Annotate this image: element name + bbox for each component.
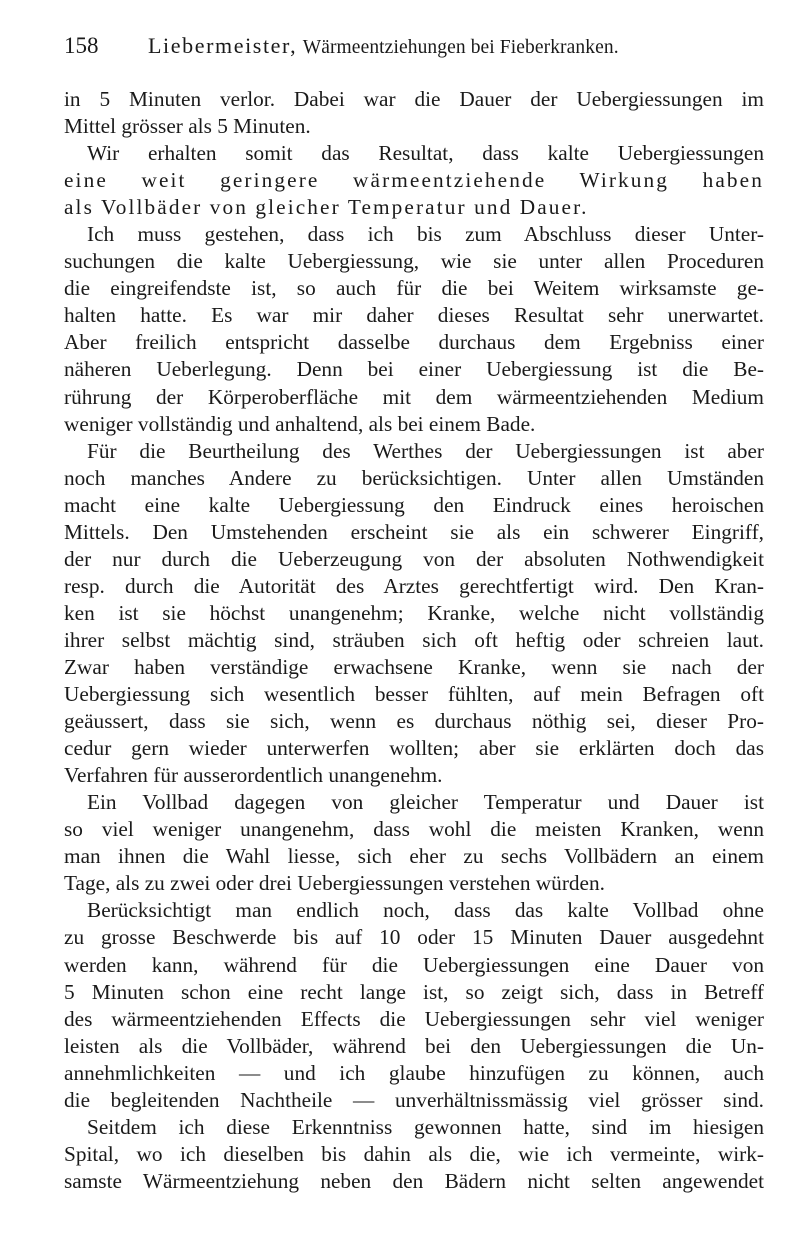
text-line: Tage, als zu zwei oder drei Uebergiessungen verstehen würden. <box>64 871 605 896</box>
body-text <box>64 86 764 1195</box>
text-line: weniger vollständig und anhaltend, als bei einem Bade. <box>64 411 536 436</box>
text-line: suchungen die kalte Uebergiessung, wie sie unter allen Proceduren <box>64 249 764 274</box>
text-line: rührung der Körperoberfläche mit dem wärmeentziehenden Medium <box>64 384 764 409</box>
text-line: Mittels. Den Umstehenden erscheint sie als ein schwerer Eingriff, <box>64 519 764 544</box>
text-line: in 5 Minuten verlor. Dabei war die Dauer der Uebergiessungen im <box>64 87 764 111</box>
text-line: Aber freilich entspricht dasselbe durchaus dem Ergebniss einer <box>64 330 764 355</box>
text-line: ken ist sie höchst unangenehm; Kranke, welche nicht vollständig <box>64 600 764 625</box>
running-head <box>64 26 764 66</box>
text-line: Berücksichtigt man endlich noch, dass das kalte Vollbad ohne <box>87 898 764 923</box>
text-line: des wärmeentziehenden Effects die Uebergiessungen sehr viel weniger <box>64 1006 764 1031</box>
text-line: cedur gern wieder unterwerfen wollten; aber sie erklärten doch das <box>64 736 764 761</box>
text-line: geäussert, dass sie sich, wenn es durchaus nöthig sei, dieser Pro- <box>64 709 764 734</box>
text-line: Ich muss gestehen, dass ich bis zum Abschluss dieser Unter- <box>87 222 764 247</box>
text-line: zu grosse Beschwerde bis auf 10 oder 15 Minuten Dauer ausgedehnt <box>64 925 764 950</box>
text-line: so viel weniger unangenehm, dass wohl die meisten Kranken, wenn <box>64 817 764 842</box>
text-line: ihrer selbst mächtig sind, sträuben sich oft heftig oder schreien laut. <box>64 627 764 652</box>
text-line: Verfahren für ausserordentlich unangenehm. <box>64 763 443 788</box>
text-line: eine weit geringere wärmeentziehende Wirkung haben <box>64 168 764 193</box>
text-line: annehmlichkeiten — und ich glaube hinzufügen zu können, auch <box>64 1060 764 1085</box>
text-line: der nur durch die Ueberzeugung von der absoluten Nothwendigkeit <box>64 546 764 571</box>
text-line: samste Wärmeentziehung neben den Bädern nicht selten angewendet <box>64 1168 764 1193</box>
text-line: 5 Minuten schon eine recht lange ist, so zeigt sich, dass in Betreff <box>64 979 764 1004</box>
text-line: Wir erhalten somit das Resultat, dass kalte Uebergiessungen <box>87 141 764 166</box>
page-number: 158 <box>64 33 99 58</box>
text-line: als Vollbäder von gleicher Temperatur und Dauer. <box>64 195 589 220</box>
text-line: werden kann, während für die Uebergiessungen eine Dauer von <box>64 952 764 977</box>
running-head-author: Liebermeister, <box>148 33 298 58</box>
text-line: man ihnen die Wahl liesse, sich eher zu sechs Vollbädern an einem <box>64 844 764 869</box>
text-line: die begleitenden Nachtheile — unverhältnissmässig viel grösser sind. <box>64 1087 764 1112</box>
text-line: Zwar haben verständige erwachsene Kranke, wenn sie nach der <box>64 654 764 679</box>
text-line: näheren Ueberlegung. Denn bei einer Uebergiessung ist die Be- <box>64 357 764 382</box>
text-line: Für die Beurtheilung des Werthes der Uebergiessungen ist aber <box>87 438 764 463</box>
text-line: Ein Vollbad dagegen von gleicher Temperatur und Dauer ist <box>87 790 764 815</box>
text-line: Mittel grösser als 5 Minuten. <box>64 114 311 139</box>
text-line: leisten als die Vollbäder, während bei den Uebergiessungen die Un- <box>64 1033 764 1058</box>
text-line: resp. durch die Autorität des Arztes gerechtfertigt wird. Den Kran- <box>64 573 764 598</box>
text-line: die eingreifendste ist, so auch für die bei Weitem wirksamste ge- <box>64 276 764 301</box>
text-line: Uebergiessung sich wesentlich besser fühlten, auf mein Befragen oft <box>64 682 764 707</box>
text-line: macht eine kalte Uebergiessung den Eindruck eines heroischen <box>64 492 764 517</box>
running-head-title: Wärmeentziehungen bei Fieberkranken. <box>302 37 619 58</box>
text-line: noch manches Andere zu berücksichtigen. Unter allen Umständen <box>64 465 764 490</box>
text-line: Spital, wo ich dieselben bis dahin als die, wie ich vermeinte, wirk- <box>64 1141 764 1166</box>
text-line: halten hatte. Es war mir daher dieses Resultat sehr unerwartet. <box>64 303 764 328</box>
text-line: Seitdem ich diese Erkenntniss gewonnen hatte, sind im hiesigen <box>87 1114 764 1139</box>
